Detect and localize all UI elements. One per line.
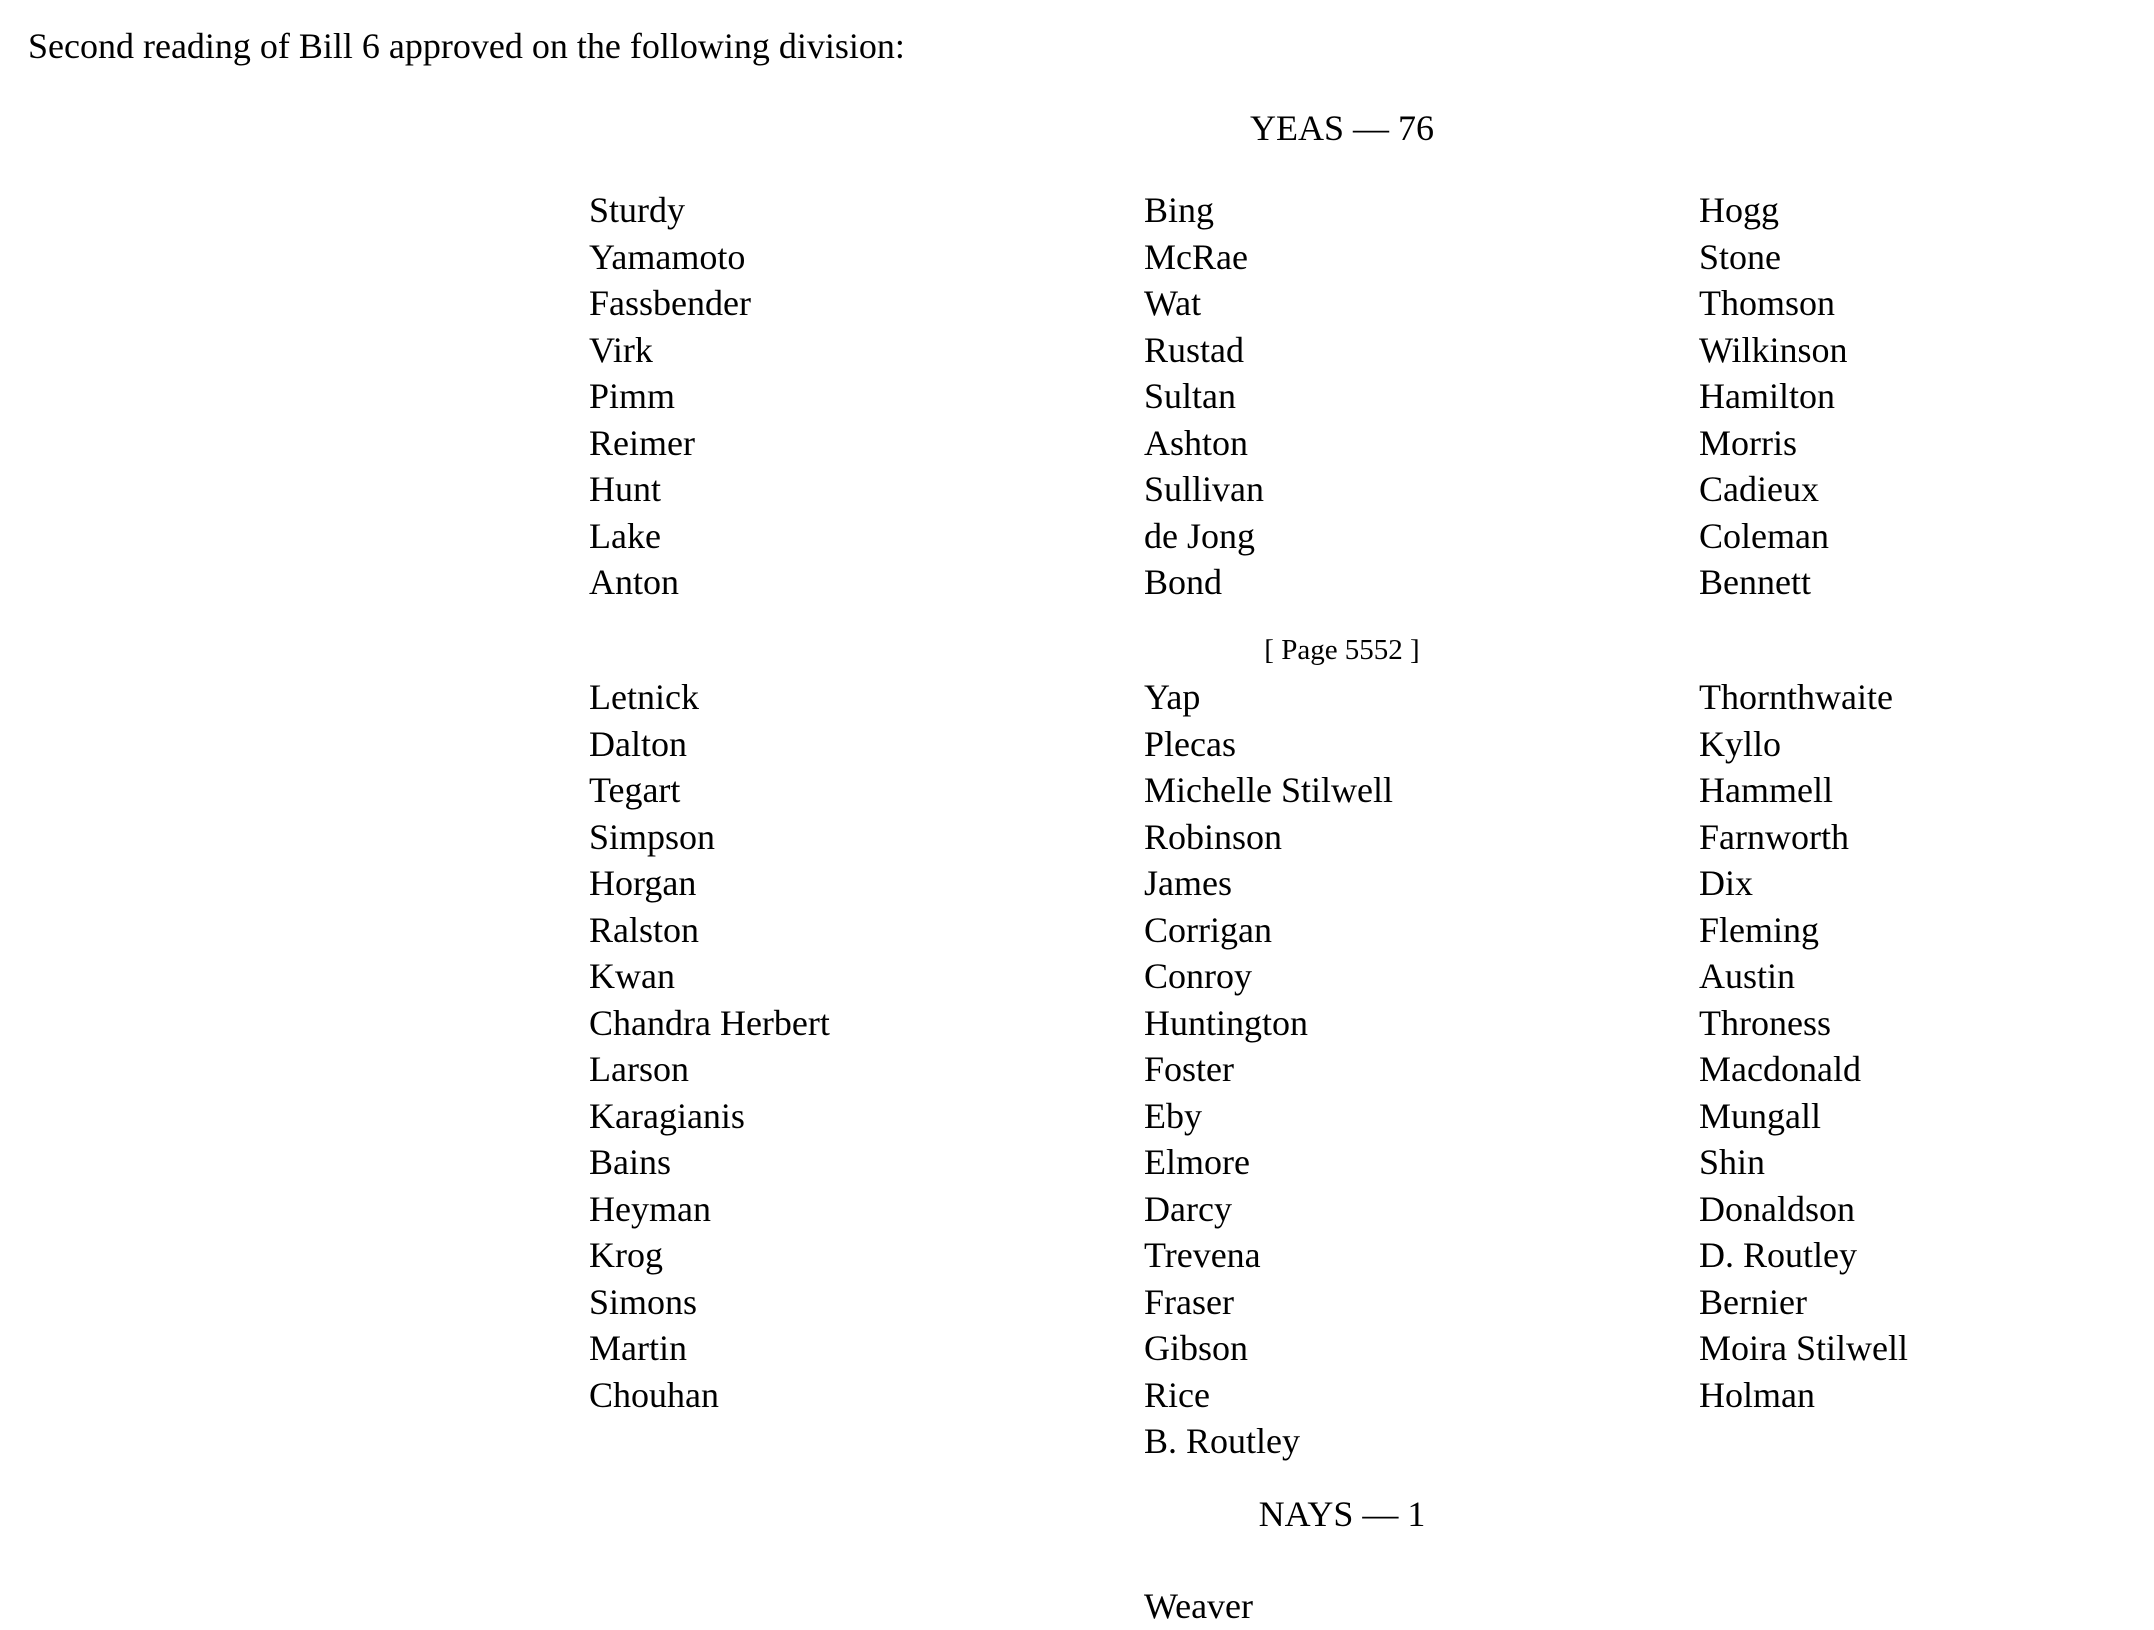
member-name: Martin — [589, 1328, 687, 1368]
member-name: Elmore — [1144, 1142, 1250, 1182]
yeas-block1-col1 — [589, 187, 751, 606]
member-name: Pimm — [589, 376, 676, 416]
member-name: Mungall — [1699, 1095, 1821, 1136]
member-name: Shin — [1699, 1142, 1766, 1182]
member-name: Rice — [1144, 1374, 1210, 1415]
member-name: Hogg — [1699, 190, 1779, 230]
member-name: Thornthwaite — [1699, 677, 1893, 717]
member-name: Bing — [1144, 190, 1215, 230]
member-name: Hunt — [589, 469, 661, 509]
member-name: Farnworth — [1699, 816, 1849, 857]
member-name: Wat — [1144, 283, 1202, 323]
yeas-block2-col2 — [1144, 674, 1393, 1465]
member-name: Letnick — [589, 677, 699, 717]
member-name: Trevena — [1144, 1235, 1261, 1275]
member-name: Hamilton — [1699, 376, 1835, 416]
member-name: Moira Stilwell — [1699, 1328, 1908, 1368]
member-name: Donaldson — [1699, 1188, 1855, 1229]
member-name: Yap — [1144, 677, 1201, 717]
member-name: Bernier — [1699, 1281, 1807, 1322]
member-name: D. Routley — [1699, 1235, 1857, 1275]
member-name: Dix — [1699, 863, 1753, 903]
member-name: Ralston — [589, 909, 700, 950]
yeas-block1-col2 — [1144, 187, 1264, 606]
member-name: Fassbender — [589, 283, 751, 323]
member-name: Sultan — [1144, 376, 1237, 416]
member-name: McRae — [1144, 236, 1248, 277]
member-name: Ashton — [1144, 422, 1249, 463]
member-name: Horgan — [589, 863, 697, 903]
yeas-block1-col3 — [1699, 187, 1848, 606]
member-name: Reimer — [589, 422, 695, 463]
member-name: Chouhan — [589, 1374, 719, 1415]
member-name: Yamamoto — [589, 236, 746, 277]
member-name: Morris — [1699, 422, 1797, 463]
member-name: Fraser — [1144, 1281, 1234, 1322]
member-name: Bains — [589, 1142, 672, 1182]
member-name: Bennett — [1699, 562, 1811, 602]
member-name: Virk — [589, 329, 653, 370]
nays-heading: NAYS — 1 — [1258, 1494, 1426, 1534]
member-name: Sturdy — [589, 190, 686, 230]
member-name: Gibson — [1144, 1328, 1249, 1368]
page-marker: [ Page 5552 ] — [1264, 634, 1420, 666]
member-name: Darcy — [1144, 1188, 1232, 1229]
member-name: Simpson — [589, 816, 716, 857]
member-name: Simons — [589, 1281, 698, 1322]
member-name: de Jong — [1144, 515, 1255, 556]
member-name: Macdonald — [1699, 1049, 1861, 1089]
member-name: Throness — [1699, 1002, 1831, 1043]
member-name: Larson — [589, 1049, 689, 1089]
member-name: Thomson — [1699, 283, 1836, 323]
member-name: Wilkinson — [1699, 329, 1848, 370]
member-name: Lake — [589, 515, 661, 556]
member-name: Kwan — [589, 956, 675, 996]
member-name: Dalton — [589, 723, 687, 764]
member-name: Bond — [1144, 562, 1223, 602]
member-name: Krog — [589, 1235, 663, 1275]
member-name: Plecas — [1144, 723, 1236, 764]
member-name: Chandra Herbert — [589, 1002, 830, 1043]
division-intro: Second reading of Bill 6 approved on the following division: — [28, 26, 905, 66]
member-name: Robinson — [1144, 816, 1283, 857]
member-name: Coleman — [1699, 515, 1829, 556]
member-name: Kyllo — [1699, 723, 1782, 764]
member-name: Anton — [589, 562, 679, 602]
member-name: Cadieux — [1699, 469, 1819, 509]
member-name: Sullivan — [1144, 469, 1265, 509]
member-name: Stone — [1699, 236, 1782, 277]
nays-list — [1144, 1583, 1253, 1630]
member-name: Corrigan — [1144, 909, 1272, 950]
member-name: Michelle Stilwell — [1144, 770, 1393, 810]
member-name: Holman — [1699, 1374, 1815, 1415]
member-name: Austin — [1699, 956, 1796, 996]
member-name: Conroy — [1144, 956, 1252, 996]
member-name: James — [1144, 863, 1232, 903]
member-name: Karagianis — [589, 1095, 745, 1136]
member-name: Tegart — [589, 770, 681, 810]
member-name: Rustad — [1144, 329, 1245, 370]
member-name: Huntington — [1144, 1002, 1309, 1043]
member-name: B. Routley — [1144, 1421, 1301, 1461]
member-name: Foster — [1144, 1049, 1234, 1089]
member-name: Weaver — [1144, 1586, 1254, 1626]
member-name: Eby — [1144, 1095, 1202, 1136]
member-name: Fleming — [1699, 909, 1820, 950]
yeas-heading: YEAS — 76 — [1249, 108, 1434, 148]
member-name: Heyman — [589, 1188, 711, 1229]
member-name: Hammell — [1699, 770, 1833, 810]
yeas-block2-col1 — [589, 674, 830, 1418]
yeas-block2-col3 — [1699, 674, 1908, 1418]
